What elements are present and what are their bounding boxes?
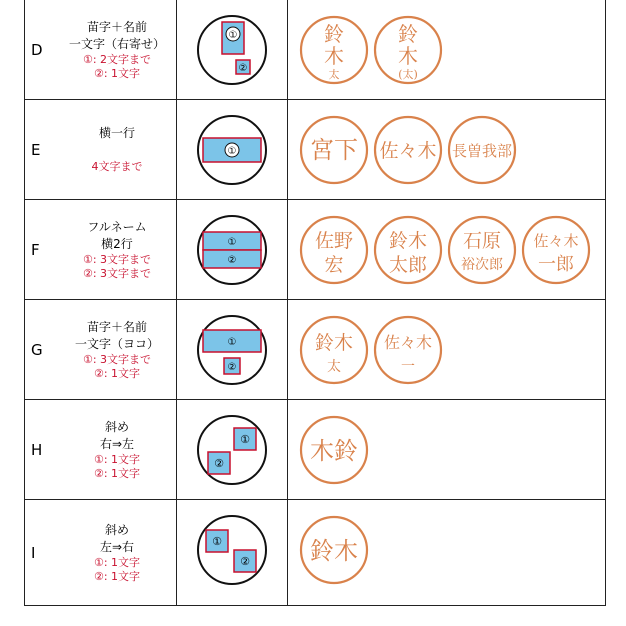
svg-text:②: ② bbox=[227, 362, 237, 373]
seal-stamp bbox=[299, 411, 369, 489]
seal-stamp bbox=[299, 111, 369, 189]
layout-diagram bbox=[177, 0, 287, 99]
svg-text:木: 木 bbox=[324, 44, 344, 68]
desc-line: 一文字（ヨコ） bbox=[74, 336, 159, 351]
seal-stamp bbox=[373, 211, 443, 289]
svg-text:宮下: 宮下 bbox=[310, 136, 358, 164]
svg-text:鈴木: 鈴木 bbox=[310, 537, 358, 565]
table-row-h bbox=[25, 400, 605, 500]
row-description bbox=[57, 500, 177, 605]
row-description bbox=[57, 100, 177, 199]
seal-stamp bbox=[373, 11, 443, 89]
seal-stamp bbox=[447, 111, 517, 189]
table-row-d bbox=[25, 0, 605, 100]
svg-text:佐々木: 佐々木 bbox=[379, 140, 437, 162]
row-letter: D bbox=[31, 40, 43, 59]
svg-text:鈴木: 鈴木 bbox=[388, 230, 428, 252]
seal-examples bbox=[289, 400, 605, 499]
diagram-f-icon bbox=[196, 212, 268, 288]
svg-text:①: ① bbox=[227, 237, 237, 248]
svg-text:鈴: 鈴 bbox=[398, 22, 418, 46]
svg-text:宏: 宏 bbox=[324, 254, 344, 276]
svg-text:一郎: 一郎 bbox=[538, 254, 574, 275]
svg-text:長曽我部: 長曽我部 bbox=[451, 142, 513, 160]
desc-note: ②: 1文字 bbox=[93, 66, 141, 80]
diagram-h-icon bbox=[196, 412, 268, 488]
seal-examples bbox=[289, 200, 605, 299]
desc-note: ①: 1文字 bbox=[93, 555, 141, 569]
table-row-g bbox=[25, 300, 605, 400]
svg-text:太: 太 bbox=[327, 359, 341, 375]
seal-layout-table bbox=[24, 0, 606, 606]
seal-stamp bbox=[299, 311, 369, 389]
svg-text:②: ② bbox=[240, 555, 250, 568]
svg-text:佐野: 佐野 bbox=[314, 230, 354, 252]
marker-one: ① bbox=[228, 30, 238, 41]
row-description bbox=[57, 400, 177, 499]
diagram-d-icon bbox=[196, 12, 268, 88]
desc-note: ①: 3文字まで bbox=[82, 352, 152, 366]
seal-examples bbox=[289, 0, 605, 99]
seal-stamp bbox=[299, 211, 369, 289]
table-row-e bbox=[25, 100, 605, 200]
svg-text:(太): (太) bbox=[398, 68, 418, 81]
svg-text:裕次郎: 裕次郎 bbox=[461, 257, 503, 273]
desc-line: 斜め bbox=[104, 522, 129, 537]
desc-line: 左⇒右 bbox=[99, 539, 135, 554]
seal-stamp bbox=[299, 511, 369, 589]
layout-diagram bbox=[177, 300, 287, 399]
seal-stamp bbox=[299, 11, 369, 89]
seal-examples bbox=[289, 500, 605, 605]
seal-stamp bbox=[521, 211, 591, 289]
diagram-i-icon bbox=[196, 512, 268, 588]
desc-line: 横2行 bbox=[101, 236, 133, 251]
layout-diagram bbox=[177, 400, 287, 499]
svg-text:一: 一 bbox=[401, 359, 415, 375]
row-letter: G bbox=[31, 340, 43, 359]
svg-text:②: ② bbox=[227, 255, 237, 266]
svg-text:太: 太 bbox=[328, 68, 340, 81]
desc-note: ①: 2文字まで bbox=[82, 52, 152, 66]
desc-note: ②: 1文字 bbox=[93, 466, 141, 480]
desc-note: ②: 1文字 bbox=[93, 569, 141, 583]
desc-note: ②: 3文字まで bbox=[82, 266, 152, 280]
desc-note: ①: 3文字まで bbox=[82, 252, 152, 266]
svg-text:②: ② bbox=[214, 457, 224, 470]
svg-text:太郎: 太郎 bbox=[388, 254, 428, 276]
row-letter: F bbox=[31, 240, 40, 259]
row-description bbox=[57, 300, 177, 399]
desc-line: 横一行 bbox=[98, 126, 135, 140]
svg-text:石原: 石原 bbox=[462, 230, 502, 252]
row-description bbox=[57, 0, 177, 99]
svg-text:①: ① bbox=[212, 535, 222, 548]
svg-text:鈴木: 鈴木 bbox=[314, 332, 354, 354]
desc-note: ①: 1文字 bbox=[93, 452, 141, 466]
svg-text:①: ① bbox=[227, 337, 237, 348]
svg-text:鈴: 鈴 bbox=[324, 22, 344, 46]
desc-line: 右⇒左 bbox=[99, 436, 135, 451]
svg-text:①: ① bbox=[227, 146, 237, 157]
desc-note: ②: 1文字 bbox=[93, 366, 141, 380]
layout-diagram bbox=[177, 100, 287, 199]
desc-note: 4文字まで bbox=[91, 160, 143, 173]
seal-stamp bbox=[447, 211, 517, 289]
seal-stamp bbox=[373, 111, 443, 189]
seal-stamp bbox=[373, 311, 443, 389]
svg-text:佐々木: 佐々木 bbox=[383, 333, 433, 352]
svg-text:佐々木: 佐々木 bbox=[533, 232, 579, 250]
svg-text:木: 木 bbox=[398, 44, 418, 68]
layout-diagram bbox=[177, 500, 287, 605]
row-letter: E bbox=[31, 140, 41, 159]
desc-line: 斜め bbox=[104, 419, 129, 434]
table-row-f bbox=[25, 200, 605, 300]
row-letter: H bbox=[31, 440, 43, 459]
desc-line: フルネーム bbox=[87, 219, 147, 234]
diagram-g-icon bbox=[196, 312, 268, 388]
svg-text:①: ① bbox=[240, 433, 250, 446]
seal-examples bbox=[289, 100, 605, 199]
desc-line: 苗字＋名前 bbox=[86, 319, 147, 334]
seal-examples bbox=[289, 300, 605, 399]
marker-two: ② bbox=[238, 63, 248, 74]
desc-line: 苗字＋名前 bbox=[86, 19, 147, 34]
row-description bbox=[57, 200, 177, 299]
diagram-e-icon bbox=[196, 112, 268, 188]
table-row-i bbox=[25, 500, 605, 605]
svg-text:木鈴: 木鈴 bbox=[310, 437, 358, 465]
layout-diagram bbox=[177, 200, 287, 299]
desc-line: 一文字（右寄せ） bbox=[68, 36, 165, 51]
row-letter: I bbox=[31, 543, 36, 562]
